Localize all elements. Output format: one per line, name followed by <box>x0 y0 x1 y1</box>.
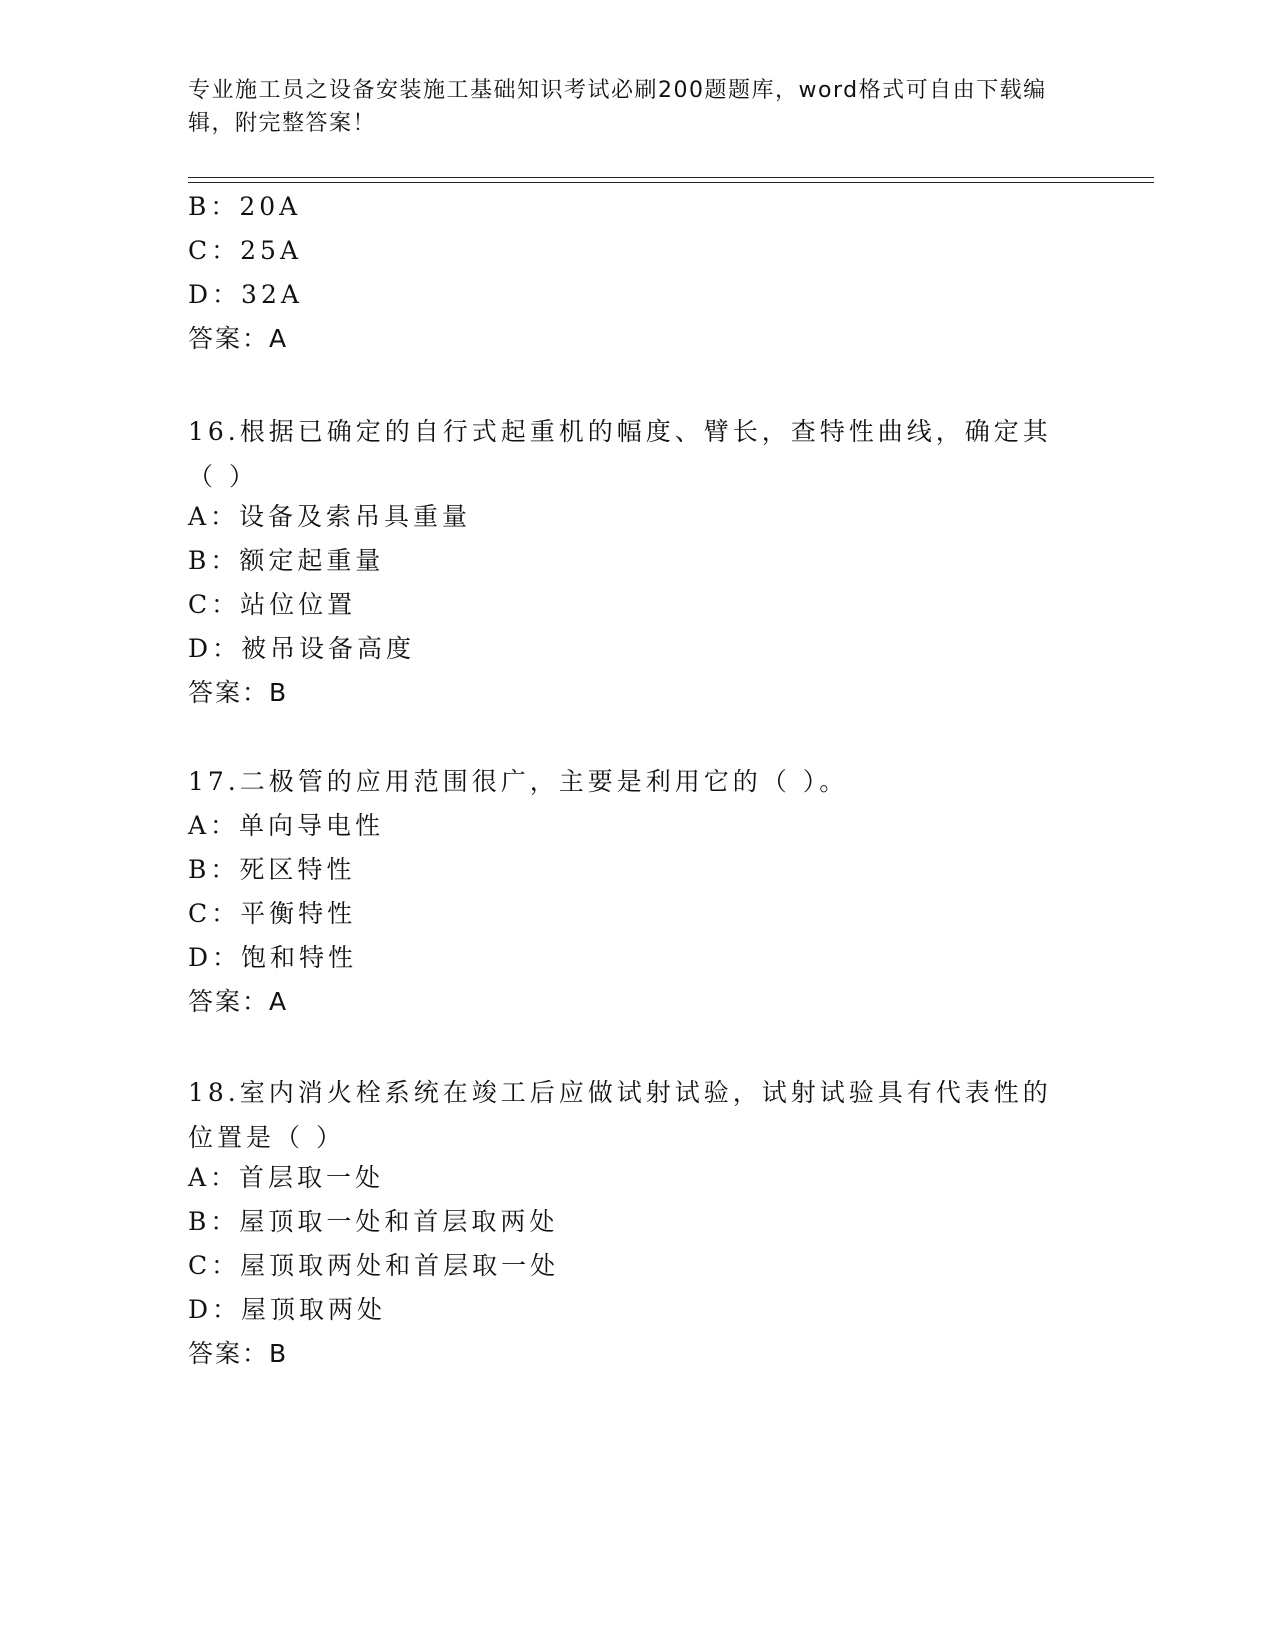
answer-line: 答案：A <box>188 324 289 353</box>
option-c: C：站位位置 <box>188 590 357 619</box>
question-stem: 17.二极管的应用范围很广，主要是利用它的（ ）。 <box>188 767 849 796</box>
header-rule-top <box>188 177 1154 178</box>
option-c: C：屋顶取两处和首层取一处 <box>188 1251 560 1280</box>
document-header: 专业施工员之设备安装施工基础知识考试必刷200题题库，word格式可自由下载编辑，附完整答案！ <box>188 78 1047 136</box>
option-d: D：屋顶取两处 <box>188 1295 387 1324</box>
answer-line: 答案：B <box>188 678 289 707</box>
option-c: C：25A <box>188 236 302 265</box>
option-b: B：死区特性 <box>188 855 356 884</box>
option-b: B：额定起重量 <box>188 546 385 575</box>
question-stem: 18.室内消火栓系统在竣工后应做试射试验，试射试验具有代表性的位置是（ ） <box>188 1078 1052 1152</box>
answer-line: 答案：A <box>188 987 289 1016</box>
option-d: D：饱和特性 <box>188 943 358 972</box>
answer-line: 答案：B <box>188 1339 289 1368</box>
option-d: D：被吊设备高度 <box>188 634 416 663</box>
option-a: A：单向导电性 <box>188 811 385 840</box>
option-d: D：32A <box>188 280 303 309</box>
option-a: A：首层取一处 <box>188 1163 385 1192</box>
option-a: A：设备及索吊具重量 <box>188 502 472 531</box>
header-rule-bottom <box>188 182 1154 183</box>
question-stem: 16.根据已确定的自行式起重机的幅度、臂长，查特性曲线，确定其（ ） <box>188 417 1052 491</box>
option-b: B：20A <box>188 192 302 221</box>
option-c: C：平衡特性 <box>188 899 357 928</box>
option-b: B：屋顶取一处和首层取两处 <box>188 1207 559 1236</box>
